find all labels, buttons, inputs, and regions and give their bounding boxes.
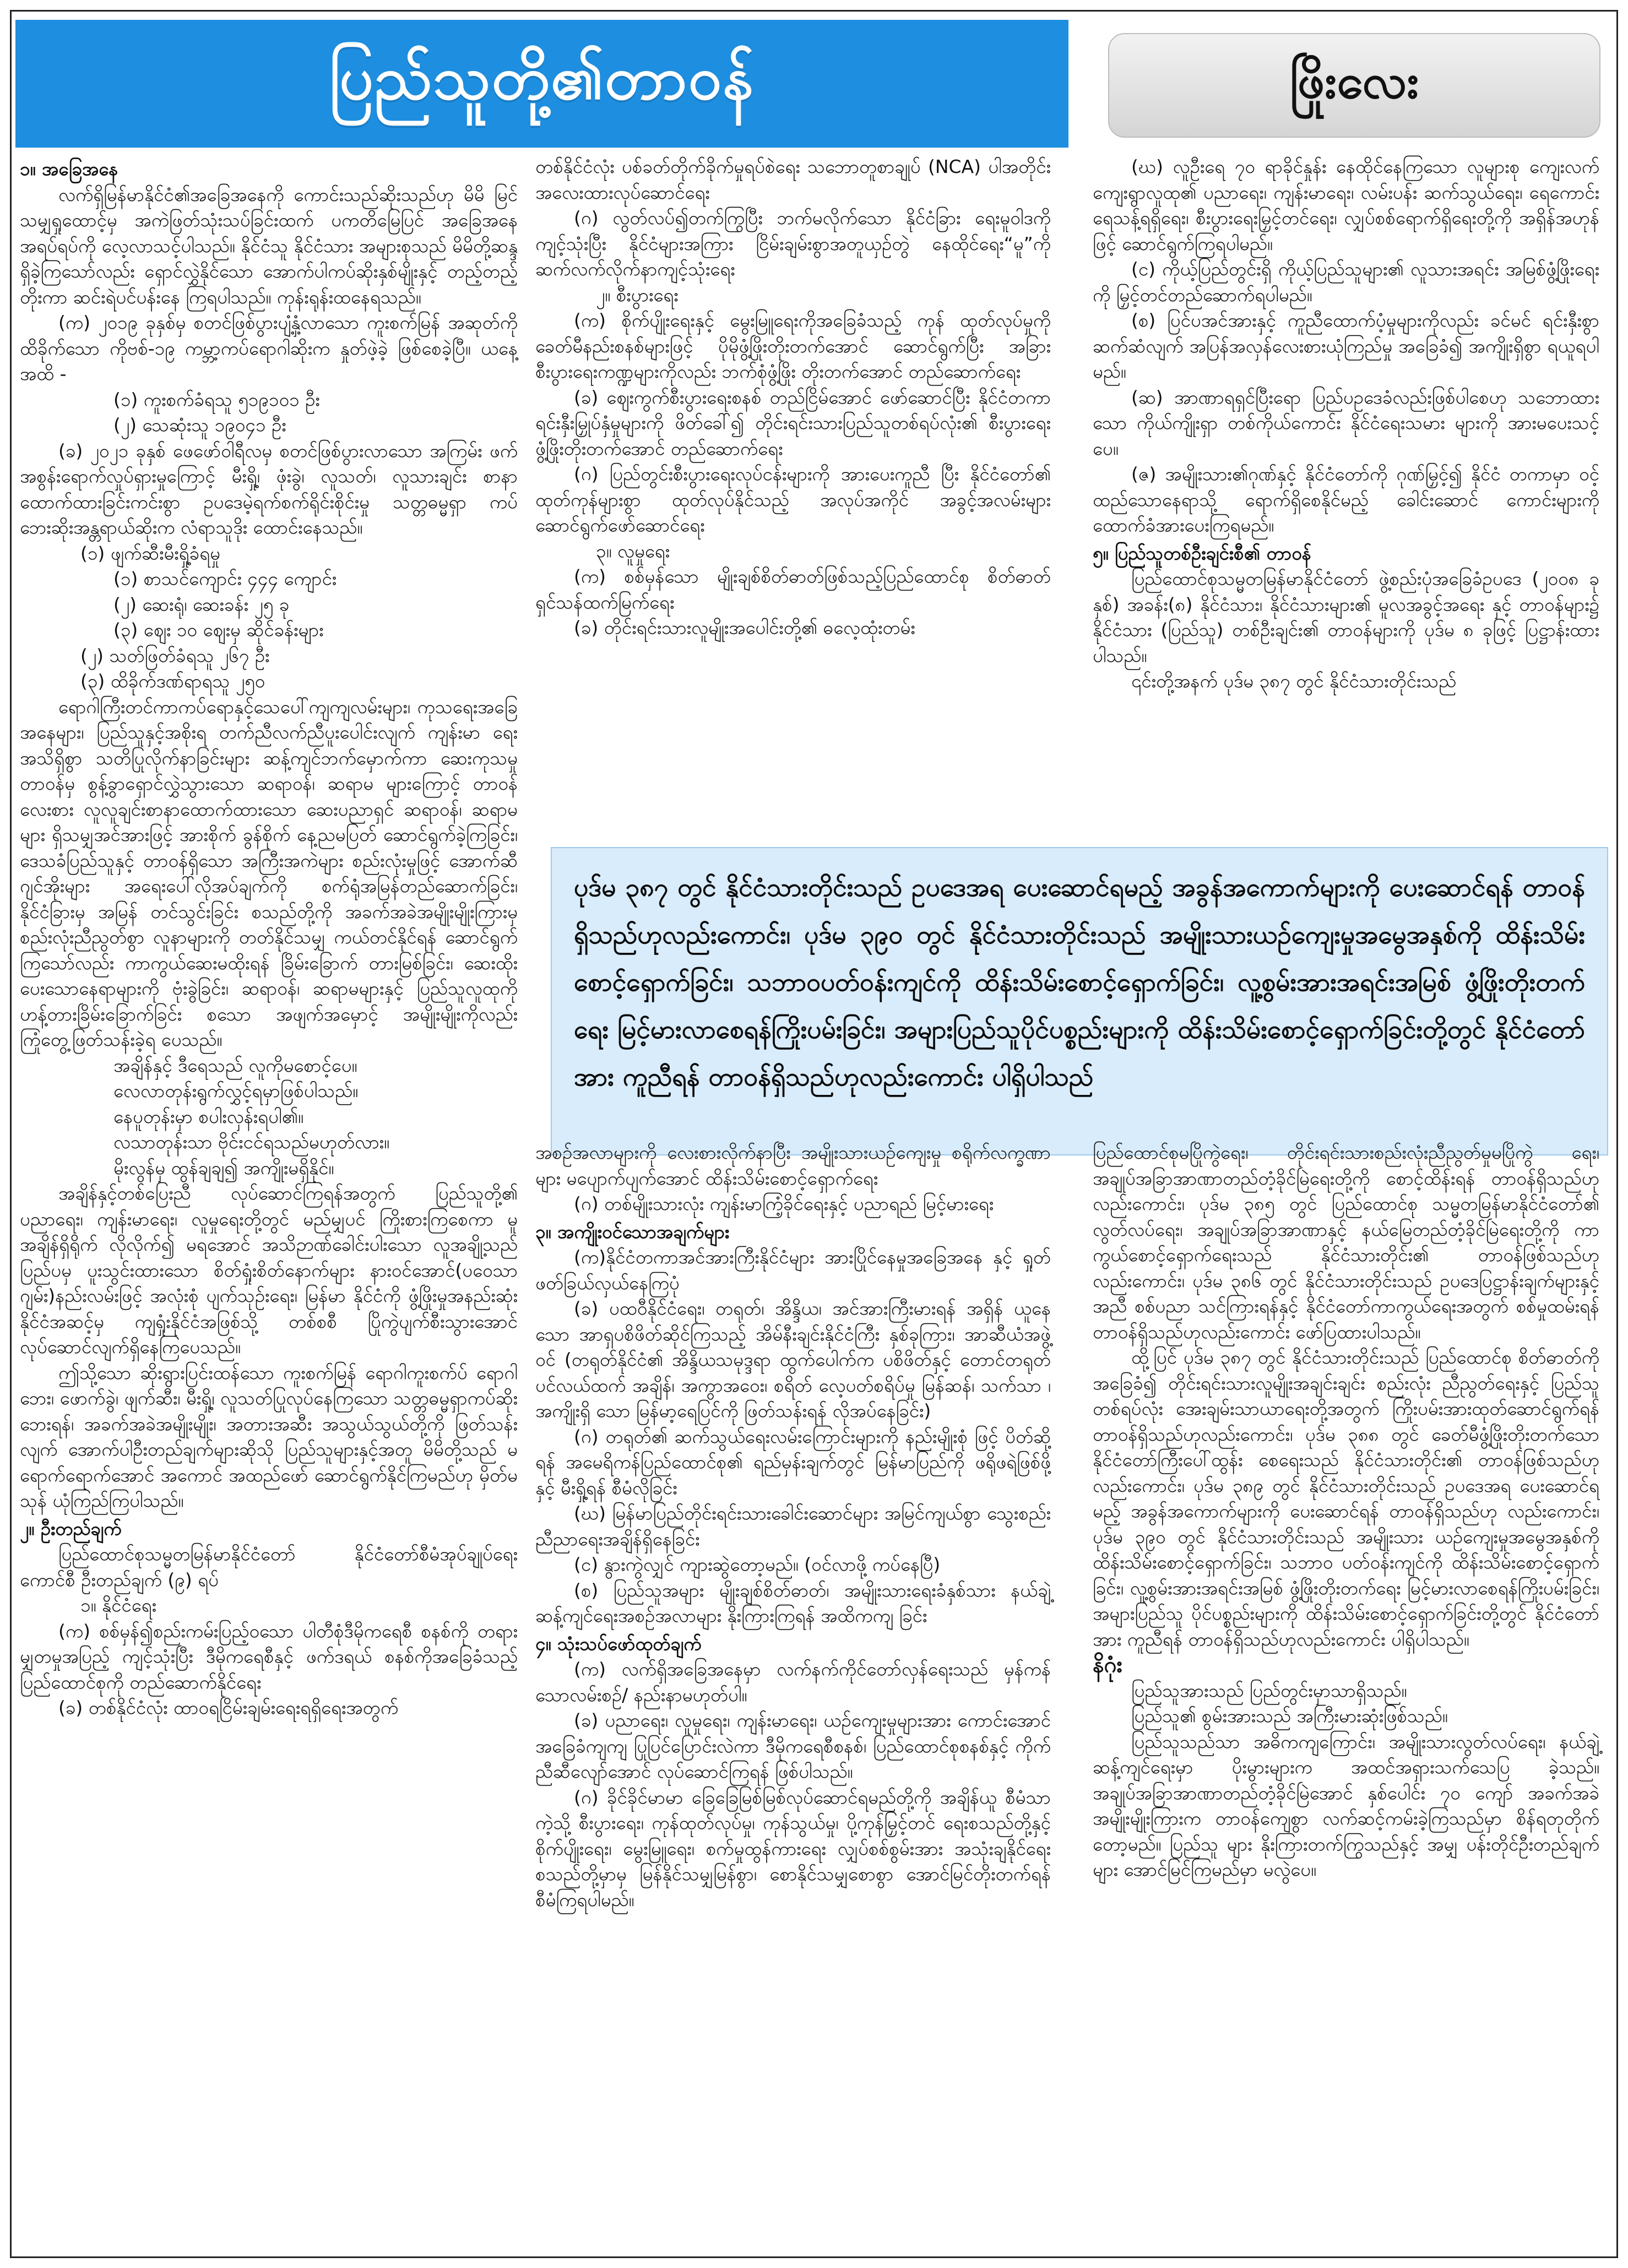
paragraph: (ဃ) မြန်မာပြည်တိုင်းရင်းသားခေါင်းဆောင်များ အမြင်ကျယ်စွာ သွေးစည်းညီညာရေးအချိန်ရှိနေခြင်း bbox=[535, 1502, 1051, 1550]
paragraph: လသာတုန်းသာ ဗိုင်းငင်ရသည်မဟုတ်လား။ bbox=[113, 1131, 390, 1153]
column-3-lower bbox=[1093, 1140, 1599, 1883]
paragraph: ၎င်းတို့အနက် ပုဒ်မ ၃၈၇ တွင် နိုင်ငံသားတိုင်းသည် bbox=[1131, 670, 1457, 692]
column-3 bbox=[1093, 154, 1599, 694]
author-byline bbox=[1108, 33, 1600, 138]
paragraph: မိုးလွန်မှ ထွန်ချချ၍ အကျိုးမရှိနိုင်။ bbox=[113, 1157, 334, 1179]
paragraph: (၂) သေဆုံးသူ ၁၉၀၄၁ ဦး bbox=[113, 414, 286, 436]
paragraph: အချိန်နှင့် ဒီရေသည် လူကိုမစောင့်ပေ။ bbox=[113, 1054, 357, 1076]
paragraph: (ဃ) လူဦးရေ ၇၀ ရာခိုင်နှုန်း နေထိုင်နေကြသော လူများစု ကျေးလက်ကျေးရွာလူထု၏ ပညာရေး၊ ကျန်းမာရေး၊ လမ်းပန်း ဆက်သွယ်ရေး၊ ရေကောင်းရေသန့်ရရှိရေး၊ စီးပွားရေးမြှင့်တင်ရေး၊ လျှပ်စစ်ရောက်ရှိရေးတို့ကို အရှိန်အဟုန်ဖြင့် ဆောင်ရွက်ကြရပါမည်။ bbox=[1093, 156, 1599, 254]
column-2-lower bbox=[535, 1140, 1051, 1913]
paragraph: (ဂ) ပြည်တွင်းစီးပွားရေးလုပ်ငန်းများကို အားပေးကူညီ ပြီး နိုင်ငံတော်၏ ထုတ်ကုန်များစွာ ထုတ်လုပ်နိုင်သည့် အလုပ်အကိုင် အခွင့်အလမ်းများ ဆောင်ရွက်ဖော်ဆောင်ရေး bbox=[535, 463, 1051, 536]
conclusion-paragraph: ပြည်သူအားသည် ပြည်တွင်းမှာသာရှိသည်။ bbox=[1131, 1679, 1407, 1701]
conclusion-paragraph: ပြည်သူ၏ စွမ်းအားသည် အကြီးမားဆုံးဖြစ်သည်။ bbox=[1131, 1705, 1448, 1727]
pull-quote-text: ပုဒ်မ ၃၈၇ တွင် နိုင်ငံသားတိုင်းသည် ဥပဒေအရ ပေးဆောင်ရမည့် အခွန်အကောက်များကို ပေးဆောင်ရန် တာဝန် ရှိသည်ဟုလည်းကောင်း၊ ပုဒ်မ ၃၉၀ တွင် နိုင်ငံသားတိုင်းသည် အမျိုးသားယဉ်ကျေးမှုအမွေအနှစ်ကို ထိန်းသိမ်း စောင့်ရှောက်ခြင်း၊ သဘာဝပတ်ဝန်းကျင်ကို ထိန်းသိမ်းစောင့်ရှောက်ခြင်း၊ လူ့စွမ်းအားအရင်းအမြစ် ဖွံ့ဖြိုးတိုးတက်ရေး မြင့်မားလာစေရန်ကြိုးပမ်းခြင်း၊ အများပြည်သူပိုင်ပစ္စည်းများကို ထိန်းသိမ်းစောင့်ရှောက်ခြင်းတို့တွင် နိုင်ငံတော်အား ကူညီရန် တာဝန်ရှိသည်ဟုလည်းကောင်း ပါရှိပါသည် bbox=[574, 872, 1585, 1092]
paragraph: နေပူတုန်းမှာ စပါးလှန်းရပါ၏။ bbox=[113, 1105, 304, 1127]
paragraph: (၁) ကူးစက်ခံရသူ ၅၁၉၁၀၁ ဦး bbox=[113, 388, 320, 410]
paragraph: လက်ရှိမြန်မာနိုင်ငံ၏အခြေအနေကို ကောင်းသည်ဆိုးသည်ဟု မိမိ မြင်သမျှရှုထောင့်မှ အကဲဖြတ်သုံးသပ်ခြင်းထက် ပကတိမြေပြင် အခြေအနေအရပ်ရပ်ကို လေ့လာသင့်ပါသည်။ နိုင်ငံသူ နိုင်ငံသား အများစုသည် မိမိတို့ဆန္ဒရှိခဲ့ကြသော်လည်း ရှောင်လွှဲနိုင်သော အောက်ပါကပ်ဆိုးနှစ်မျိုးနှင့် တည့်တည့်တိုးကာ ဆင်းရဲပင်ပန်းနေ ကြရပါသည်။ ကုန်းရုန်းထနေရသည်။ bbox=[20, 183, 518, 308]
article-title: ပြည်သူတို့၏တာဝန် bbox=[329, 44, 755, 113]
paragraph: ပြည်ထောင်စုသမ္မတမြန်မာနိုင်ငံတော် ဖွဲ့စည်းပုံအခြေခံဥပဒေ (၂၀၀၈ ခုနှစ်) အခန်း(၈) နိုင်ငံသား၊ နိုင်ငံသားများ၏ မူလအခွင့်အရေး နှင့် တာဝန်များ၌ နိုင်ငံသား (ပြည်သူ) တစ်ဦးချင်း၏ တာဝန်များကို ပုဒ်မ ၈ ခုဖြင့် ပြဋ္ဌာန်းထားပါသည်။ bbox=[1093, 568, 1599, 666]
paragraph: (စ) ပြည်သူအများ မျိုးချစ်စိတ်ဓာတ်၊ အမျိုးသားရေးခံနှစ်သား နယ်ချဲ့ဆန့်ကျင်ရေးအစဉ်အလာများ နိုးကြားကြရန် အထိကကျ ခြင်း bbox=[535, 1579, 1051, 1626]
paragraph: (ခ) ၂၀၂၁ ခုနှစ် ဖေဖော်ဝါရီလမှ စတင်ဖြစ်ပွားလာသော အကြမ်း ဖက်အစွန်းရောက်လှုပ်ရှားမှုကြောင့် မီးရှို့၊ ဖုံးခွဲ၊ လူသတ်၊ လူသားချင်း စာနာထောက်ထားခြင်းကင်းစွာ ဥပဒေမဲ့ရက်စက်ရိုင်းစိုင်းမှု သတ္တဓမ္မရှာ ကပ်ဘေးဆိုးအန္တရာယ်ဆိုးက လံရာသူဒိုး ထောင်းနေသည်။ bbox=[20, 440, 518, 538]
paragraph: (၃) ဈေး ၁၀ ဈေးမှ ဆိုင်ခန်းများ bbox=[113, 619, 324, 641]
paragraph: (ဇ) အမျိုးသား၏ဂုဏ်နှင့် နိုင်ငံတော်ကို ဂုဏ်မြှင့်၍ နိုင်ငံ တကာမှာ ဝင့်ထည်သောနေရာသို့ ရောက်ရှိစေနိုင်မည့် ခေါင်းဆောင် ကောင်းများကို ထောက်ခံအားပေးကြရမည်။ bbox=[1093, 463, 1599, 536]
paragraph: (ခ) ဈေးကွက်စီးပွားရေးစနစ် တည်ငြိမ်အောင် ဖော်ဆောင်ပြီး နိုင်ငံတကာရင်းနှီးမြှုပ်နှံမှုများကို ဖိတ်ခေါ်၍ တိုင်းရင်းသားပြည်သူတစ်ရပ်လုံး၏ စီးပွားရေးဖွံ့ဖြိုးတိုးတက်အောင် တည်ဆောက်ရေး bbox=[535, 386, 1051, 459]
paragraph: အချိန်နှင့်တစ်ပြေးညီ လုပ်ဆောင်ကြရန်အတွက် ပြည်သူတို့၏ ပညာရေး၊ ကျန်းမာရေး၊ လူမှုရေးတို့တွင် မည်မျှပင် ကြိုးစားကြစေကာ မူ အချိန်ရှိရိုက် လိုလိုက်၍ မရအောင် အသိဉာဏ်ခေါင်းပါးသော လူအချို့သည် ပြည်ပမှ ပူးသွင်းထားသော စိတ်ရှုံးစိတ်နောက်များ နားဝင်အောင်(ပဝေသာဂျမ်း)နည်းလမ်းဖြင့် အလုံးစုံ ပျက်သုဉ်းရေး၊ မြန်မာ နိုင်ငံကို ဖွံ့ဖြိုးမှုအနည်းဆုံးနိုင်ငံအဆင့်မှ ကျရှုံးနိုင်ငံအဖြစ်သို့ တစ်စစီ ပြိုကွဲပျက်စီးသွားအောင် လုပ်ဆောင်လျက်ရှိနေကြပေသည်။ bbox=[20, 1182, 518, 1358]
paragraph: ပြည်ထောင်စုမပြိုကွဲရေး၊ တိုင်းရင်းသားစည်းလုံးညီညွတ်မှုမပြိုကွဲ ရေး၊ အချုပ်အခြာအာဏာတည်တံ့ခိုင်မြဲရေးတို့ကို စောင့်ထိန်းရန် တာဝန်ရှိသည်ဟုလည်းကောင်း၊ ပုဒ်မ ၃၈၅ တွင် ပြည်ထောင်စု သမ္မတမြန်မာနိုင်ငံတော်၏ လွတ်လပ်ရေး၊ အချုပ်အခြာအာဏာနှင့် နယ်မြေတည်တံ့ခိုင်မြဲရေးတို့ကို ကာကွယ်စောင့်ရှောက်ရေးသည် နိုင်ငံသားတိုင်း၏ တာဝန်ဖြစ်သည်ဟု လည်းကောင်း၊ ပုဒ်မ ၃၈၆ တွင် နိုင်ငံသားတိုင်းသည် ဥပဒေပြဋ္ဌာန်းချက်များနှင့်အညီ စစ်ပညာ သင်ကြားရန်နှင့် နိုင်ငံတော်ကာကွယ်ရေးအတွက် စစ်မှုထမ်းရန် တာဝန်ရှိသည်ဟုလည်းကောင်း ဖော်ပြထားပါသည်။ bbox=[1093, 1142, 1599, 1343]
paragraph: (၁) ဖျက်ဆီးမီးရှို့ခံရမှု bbox=[80, 542, 220, 564]
paragraph: (က) စိုက်ပျိုးရေးနှင့် မွေးမြူရေးကိုအခြေခံသည့် ကုန် ထုတ်လုပ်မှုကို ခေတ်မီနည်းစနစ်များဖြင့် ပိုမိုဖွံ့ဖြိုးတိုးတက်အောင် ဆောင်ရွက်ပြီး အခြားစီးပွားရေးကဏ္ဍများကိုလည်း ဘက်စုံဖွံ့ဖြိုး တိုးတက်အောင် တည်ဆောက်ရေး bbox=[535, 310, 1051, 382]
paragraph: ရောဂါကြီးတင်ကာကပ်ရောနှင့်သေပေါ်ကျကျလမ်းများ၊ ကုသရေးအခြေ အနေများ၊ ပြည်သူနှင့်အစိုးရ တက်ညီလက်ညီပူးပေါင်းလျက် ကျန်းမာ ရေး အသိရှိစွာ သတိပြုလိုက်နာခြင်းများ ဆန့်ကျင်ဘက်မှောက်ကာ ဆေးကုသမှုတာဝန်မှ စွန့်ခွာရှောင်လွှဲသွားသော ဆရာဝန်၊ ဆရာမ များကြောင့် တာဝန်လေးစား လူလူချင်းစာနာထောက်ထားသော ဆေးပညာရှင် ဆရာဝန်၊ ဆရာမများ ရှိသမျှအင်အားဖြင့် အားစိုက် ခွန်စိုက် နေ့ညမပြတ် ဆောင်ရွက်ခဲ့ကြခြင်း၊ ဒေသခံပြည်သူနှင့် တာဝန်ရှိသော အကြီးအကဲများ စည်းလုံးမှုဖြင့် အောက်ဆီဂျင်အိုးများ အရေးပေါ်လိုအပ်ချက်ကို စက်ရုံအမြန်တည်ဆောက်ခြင်း၊ နိုင်ငံခြားမှ အမြန် တင်သွင်းခြင်း စသည်တို့ကို အခက်အခဲအမျိုးမျိုးကြားမှ စည်းလုံးညီညွတ်စွာ လူနာများကို တတ်နိုင်သမျှ ကယ်တင်နိုင်ရန် ဆောင်ရွက်ကြသော်လည်း ကာကွယ်ဆေးမထိုးရန် ခြိမ်းခြောက် တားမြစ်ခြင်း၊ ဆေးထိုးပေးသောနေရာများကို ဗုံးခွဲခြင်း၊ ဆရာဝန်၊ ဆရာမများနှင့် ပြည်သူလူထုကို ဟန့်တားခြိမ်းခြောက်ခြင်း စသော အဖျက်အမှောင့် အမျိုးမျိုးကိုလည်း ကြုံတွေ့ဖြတ်သန်းခဲ့ရ ပေသည်။ bbox=[20, 696, 518, 1050]
paragraph: ၁။ နိုင်ငံရေး bbox=[80, 1594, 156, 1616]
paragraph: (က) လက်ရှိအခြေအနေမှာ လက်နက်ကိုင်တော်လှန်ရေးသည် မှန်ကန်သောလမ်းစဉ်/ နည်းနာမဟုတ်ပါ။ bbox=[535, 1658, 1051, 1706]
paragraph: (စ) ပြင်ပအင်အားနှင့် ကူညီထောက်ပံ့မှုများကိုလည်း ခင်မင် ရင်းနှီးစွာ ဆက်ဆံလျက် အပြန်အလှန်လေးစားယုံကြည်မှု အခြေခံ၍ အကျိုးရှိစွာ ရယူရပါမည်။ bbox=[1093, 310, 1599, 382]
section-heading: ၁။ အခြေအနေ bbox=[20, 158, 118, 180]
section-heading: ၄။ သုံးသပ်ဖော်ထုတ်ချက် bbox=[535, 1632, 702, 1654]
paragraph: (ခ) ပညာရေး၊ လူမှုရေး၊ ကျန်းမာရေး၊ ယဉ်ကျေးမှုများအား ကောင်းအောင် အခြေခံကျကျ ပြုပြင်ပြောင်းလဲကာ ဒီမိုကရေစီစနစ်၊ ပြည်ထောင်စုစနစ်နှင့် ကိုက်ညီဆီလျော်အောင် လုပ်ဆောင်ကြရန် ဖြစ်ပါသည်။ bbox=[535, 1710, 1051, 1782]
paragraph: (င) နွားကွဲလျှင် ကျားဆွဲတော့မည်။ (ဝင်လာဖို့ ကပ်နေပြီ) bbox=[574, 1554, 941, 1575]
paragraph: (က) စစ်မှန်၍စည်းကမ်းပြည့်ဝသော ပါတီစုံဒီမိုကရေစီ စနစ်ကို တရားမျှတမှုအပြည့် ကျင့်သုံးပြီး ဒီမိုကရေစီနှင့် ဖက်ဒရယ် စနစ်ကိုအခြေခံသည့် ပြည်ထောင်စုကို တည်ဆောက်နိုင်ရေး bbox=[20, 1620, 518, 1693]
paragraph: (ခ) တစ်နိုင်ငံလုံး ထာဝရငြိမ်းချမ်းရေးရရှိရေးအတွက် bbox=[58, 1697, 399, 1718]
title-banner bbox=[15, 20, 1068, 148]
conclusion-paragraph: ပြည်သူသည်သာ အဓိကကျကြောင်း၊ အမျိုးသားလွတ်လပ်ရေး၊ နယ်ချဲ့ဆန့်ကျင်ရေးမှာ ပိုးမွားများက အထင်အရှားသက်သေပြ ခဲ့သည်။ အချုပ်အခြာအာဏာတည်တံ့ခိုင်မြဲအောင် နှစ်ပေါင်း ၇၀ ကျော် အခက်အခဲအမျိုးမျိုးကြားက တာဝန်ကျေစွာ လက်ဆင့်ကမ်းခဲ့ကြသည်မှာ စိန်ရတုတိုက်တော့မည်။ ပြည်သူ များ နိုးကြားတက်ကြွသည်နှင့် အမျှ ပန်းတိုင်ဦးတည်ချက်များ အောင်မြင်ကြမည်မှာ မလွဲပေ။ bbox=[1093, 1730, 1599, 1880]
paragraph: အစဉ်အလာများကို လေးစားလိုက်နာပြီး အမျိုးသားယဉ်ကျေးမှု စရိုက်လက္ခဏာများ မပျောက်ပျက်အောင် ထိန်းသိမ်းစောင့်ရှောက်ရေး bbox=[535, 1142, 1051, 1189]
paragraph: (၃) ထိခိုက်ဒဏ်ရာရသူ ၂၅၀ bbox=[80, 670, 265, 692]
pull-quote-box bbox=[551, 847, 1608, 1155]
paragraph: (ဂ) တစ်မျိုးသားလုံး ကျန်းမာကြံ့ခိုင်ရေးနှင့် ပညာရည် မြင့်မားရေး bbox=[574, 1193, 994, 1214]
paragraph: (ဂ) လွတ်လပ်၍တက်ကြွပြီး ဘက်မလိုက်သော နိုင်ငံခြား ရေးမူဝါဒကို ကျင့်သုံးပြီး နိုင်ငံများအကြား ငြိမ်းချမ်းစွာအတူယှဉ်တွဲ နေထိုင်ရေး“မူ”ကို ဆက်လက်လိုက်နာကျင့်သုံးရေး bbox=[535, 207, 1051, 280]
paragraph: (၂) သတ်ဖြတ်ခံရသူ ၂၆၇ ဦး bbox=[80, 644, 270, 666]
author-name: ဖြိုးလေး bbox=[1289, 53, 1419, 109]
paragraph: (၂) ဆေးရုံ၊ ဆေးခန်း ၂၅ ခု bbox=[113, 593, 290, 615]
paragraph: ပြည်ထောင်စုသမ္မတမြန်မာနိုင်ငံတော် နိုင်ငံတော်စီမံအုပ်ချုပ်ရေး ကောင်စီ ဦးတည်ချက် (၉) ရပ် bbox=[20, 1543, 518, 1591]
section-heading: ၅။ ပြည်သူတစ်ဦးချင်းစီ၏ တာဝန် bbox=[1093, 542, 1311, 564]
column-1 bbox=[20, 154, 518, 1721]
paragraph: (င) ကိုယ့်ပြည်တွင်းရှိ ကိုယ့်ပြည်သူများ၏ လူသားအရင်း အမြစ်ဖွံ့ဖြိုးရေးကို မြှင့်တင်တည်ဆောက်ရပါမည်။ bbox=[1093, 258, 1599, 306]
column-2 bbox=[535, 154, 1051, 641]
paragraph: (က)နိုင်ငံတကာအင်အားကြီးနိုင်ငံများ အားပြိုင်နေမှုအခြေအနေ နှင့် ရှုတ်ဖတ်ခြယ်လှယ်နေကြပုံ bbox=[535, 1246, 1051, 1294]
paragraph: ၂။ စီးပွားရေး bbox=[596, 284, 679, 306]
paragraph: လေလာတုန်းရွက်လွှင့်ရမှာဖြစ်ပါသည်။ bbox=[113, 1080, 359, 1102]
paragraph: (ဆ) အာဏာရရှင်ပြီးရော ပြည်ပဥဒေခံလည်းဖြစ်ပါစေဟု သဘောထားသော ကိုယ်ကျိုးရှာ တစ်ကိုယ်ကောင်း နိုင်ငံရေးသမား များကို အားမပေးသင့်ပေ။ bbox=[1093, 386, 1599, 459]
paragraph: (ဂ) တရုတ်၏ ဆက်သွယ်ရေးလမ်းကြောင်းများကို နည်းမျိုးစုံ ဖြင့် ပိတ်ဆို့ရန် အမေရိကန်ပြည်ထောင်စု၏ ရည်မှန်းချက်တွင် မြန်မာပြည်ကို ဖရိုဖရဲဖြစ်ဖို့နှင့် မီးရှို့ရန် စီမံလိုခြင်း bbox=[535, 1425, 1051, 1499]
paragraph: (ခ) တိုင်းရင်းသားလူမျိုးအပေါင်းတို့၏ ဓလေ့ထုံးတမ်း bbox=[574, 617, 915, 638]
paragraph: ဤသို့သော ဆိုးရွားပြင်းထန်သော ကူးစက်မြန် ရောဂါကူးစက်ပ် ရောဂါဘေး၊ ဖောက်ခွဲ၊ ဖျက်ဆီး၊ မီးရှို့၊ လူသတ်ပြုလုပ်နေကြသော သတ္တဓမ္မရှာကပ်ဆိုးဘေးရန်၊ အခက်အခဲအမျိုးမျိုး၊ အတားအဆီး အသွယ်သွယ်တို့ကို ဖြတ်သန်းလျက် အောက်ပါဦးတည်ချက်များဆိုသို ပြည်သူများနှင့်အတူ မိမိတို့သည် မရောက်ရောက်အောင် အကောင် အထည်ဖော် ဆောင်ရွက်နိုင်ကြမည်ဟု မှိတ်မသုန် ယုံကြည်ကြပါသည်။ bbox=[20, 1361, 518, 1511]
paragraph: (က) စစ်မှန်သော မျိုးချစ်စိတ်ဓာတ်ဖြစ်သည့်ပြည်ထောင်စု စိတ်ဓာတ်ရှင်သန်ထက်မြက်ရေး bbox=[535, 566, 1051, 613]
paragraph: (က) ၂၀၁၉ ခုနှစ်မှ စတင်ဖြစ်ပွားပျံ့နှံ့လာသော ကူးစက်မြန် အဆုတ်ကိုထိခိုက်သော ကိုဗစ်-၁၉ ကမ္ဘာ့ကပ်ရောဂါဆိုးက နှုတ်ဖဲ့ခဲ့ ဖြစ်စေခဲ့ပြီ။ ယနေ့အထိ - bbox=[20, 312, 518, 384]
paragraph: (၁) စာသင်ကျောင်း ၄၄၄ ကျောင်း bbox=[113, 568, 337, 589]
paragraph: (ခ) ပထဝီနိုင်ငံရေး၊ တရုတ်၊ အိန္ဒိယ၊ အင်အားကြီးမားရန် အရှိန် ယူနေသော အာရှပစိဖိတ်ဆိုင်ကြသည့် အိမ်နီးချင်းနိုင်ငံကြီး နှစ်ခုကြား၊ အာဆီယံအဖွဲ့ဝင် (တရုတ်နိုင်ငံ၏ အိန္ဒိယသမုဒ္ဒရာ ထွက်ပေါက်က ပစိဖိတ်နှင့် တောင်တရုတ်ပင်လယ်ထက် အချိန်၊ အကွာအဝေး၊ စရိတ် လေ့ပတ်စရိပ်မှု မြန်ဆန်၊ သက်သာ ၊ အကျိုးရှိ သော မြန်မာ့ရေပြင်ကို ဖြတ်သန်းရန် လိုအပ်နေခြင်း) bbox=[535, 1298, 1051, 1421]
section-heading: ၃။ အကျိုးဝင်သောအချက်များ bbox=[535, 1220, 730, 1242]
paragraph: တစ်နိုင်ငံလုံး ပစ်ခတ်တိုက်ခိုက်မှုရပ်စဲရေး သဘောတူစာချုပ် (NCA) ပါအတိုင်း အလေးထားလုပ်ဆောင်ရေး bbox=[535, 156, 1051, 203]
paragraph: ထို့ပြင် ပုဒ်မ ၃၈၇ တွင် နိုင်ငံသားတိုင်းသည် ပြည်ထောင်စု စိတ်ဓာတ်ကို အခြေခံ၍ တိုင်းရင်းသားလူမျိုးအချင်းချင်း စည်းလုံး ညီညွတ်ရေးနှင့် ပြည်သူတစ်ရပ်လုံး အေးချမ်းသာယာရေးတို့အတွက် ကြိုးပမ်းအားထုတ်ဆောင်ရွက်ရန် တာဝန်ရှိသည်ဟုလည်းကောင်း၊ ပုဒ်မ ၃၈၈ တွင် ခေတ်မီဖွံ့ဖြိုးတိုးတက်သော နိုင်ငံတော်ကြီးပေါ်ထွန်း စေရေးသည် နိုင်ငံသားတိုင်း၏ တာဝန်ဖြစ်သည်ဟုလည်းကောင်း၊ ပုဒ်မ ၃၈၉ တွင် နိုင်ငံသားတိုင်းသည် ဥပဒေအရ ပေးဆောင်ရ မည့် အခွန်အကောက်များကို ပေးဆောင်ရန် တာဝန်ရှိသည်ဟု လည်းကောင်း၊ ပုဒ်မ ၃၉၀ တွင် နိုင်ငံသားတိုင်းသည် အမျိုးသား ယဉ်ကျေးမှုအမွေအနှစ်ကို ထိန်းသိမ်းစောင့်ရှောက်ခြင်း၊ သဘာဝ ပတ်ဝန်းကျင်ကို ထိန်းသိမ်းစောင့်ရှောက်ခြင်း၊ လူ့စွမ်းအားအရင်းအမြစ် ဖွံ့ဖြိုးတိုးတက်ရေး မြင့်မားလာစေရန်ကြိုးပမ်းခြင်း၊ အများပြည်သူ ပိုင်ပစ္စည်းများကို ထိန်းသိမ်းစောင့်ရှောက်ခြင်းတို့တွင် နိုင်ငံတော်အား ကူညီရန် တာဝန်ရှိသည်ဟုလည်းကောင်း ပါရှိပါသည်။ bbox=[1093, 1347, 1599, 1650]
section-heading: ၂။ ဦးတည်ချက် bbox=[20, 1517, 122, 1539]
conclusion-heading: နိဂုံး bbox=[1093, 1652, 1122, 1678]
paragraph: (ဂ) ခိုင်ခိုင်မာမာ ခြေခြေမြစ်မြစ်လုပ်ဆောင်ရမည်တို့ကို အချိန်ယူ စီမံသာကဲ့သို့ စီးပွားရေး၊ ကုန်ထုတ်လုပ်မှု၊ ကုန်သွယ်မှု၊ ပို့ကုန်မြှင့်တင် ရေးစသည်တို့နှင့် စိုက်ပျိုးရေး၊ မွေးမြူရေး၊ စက်မှုထွန်ကားရေး လျှပ်စစ်စွမ်းအား အသုံးချနိုင်ရေး စသည်တို့မှာမှ မြန်နိုင်သမျှမြန်စွာ၊ စောနိုင်သမျှစောစွာ အောင်မြင်တိုးတက်ရန် စီမံကြရပါမည်။ bbox=[535, 1786, 1051, 1911]
paragraph: ၃။ လူမှုရေး bbox=[596, 540, 670, 562]
